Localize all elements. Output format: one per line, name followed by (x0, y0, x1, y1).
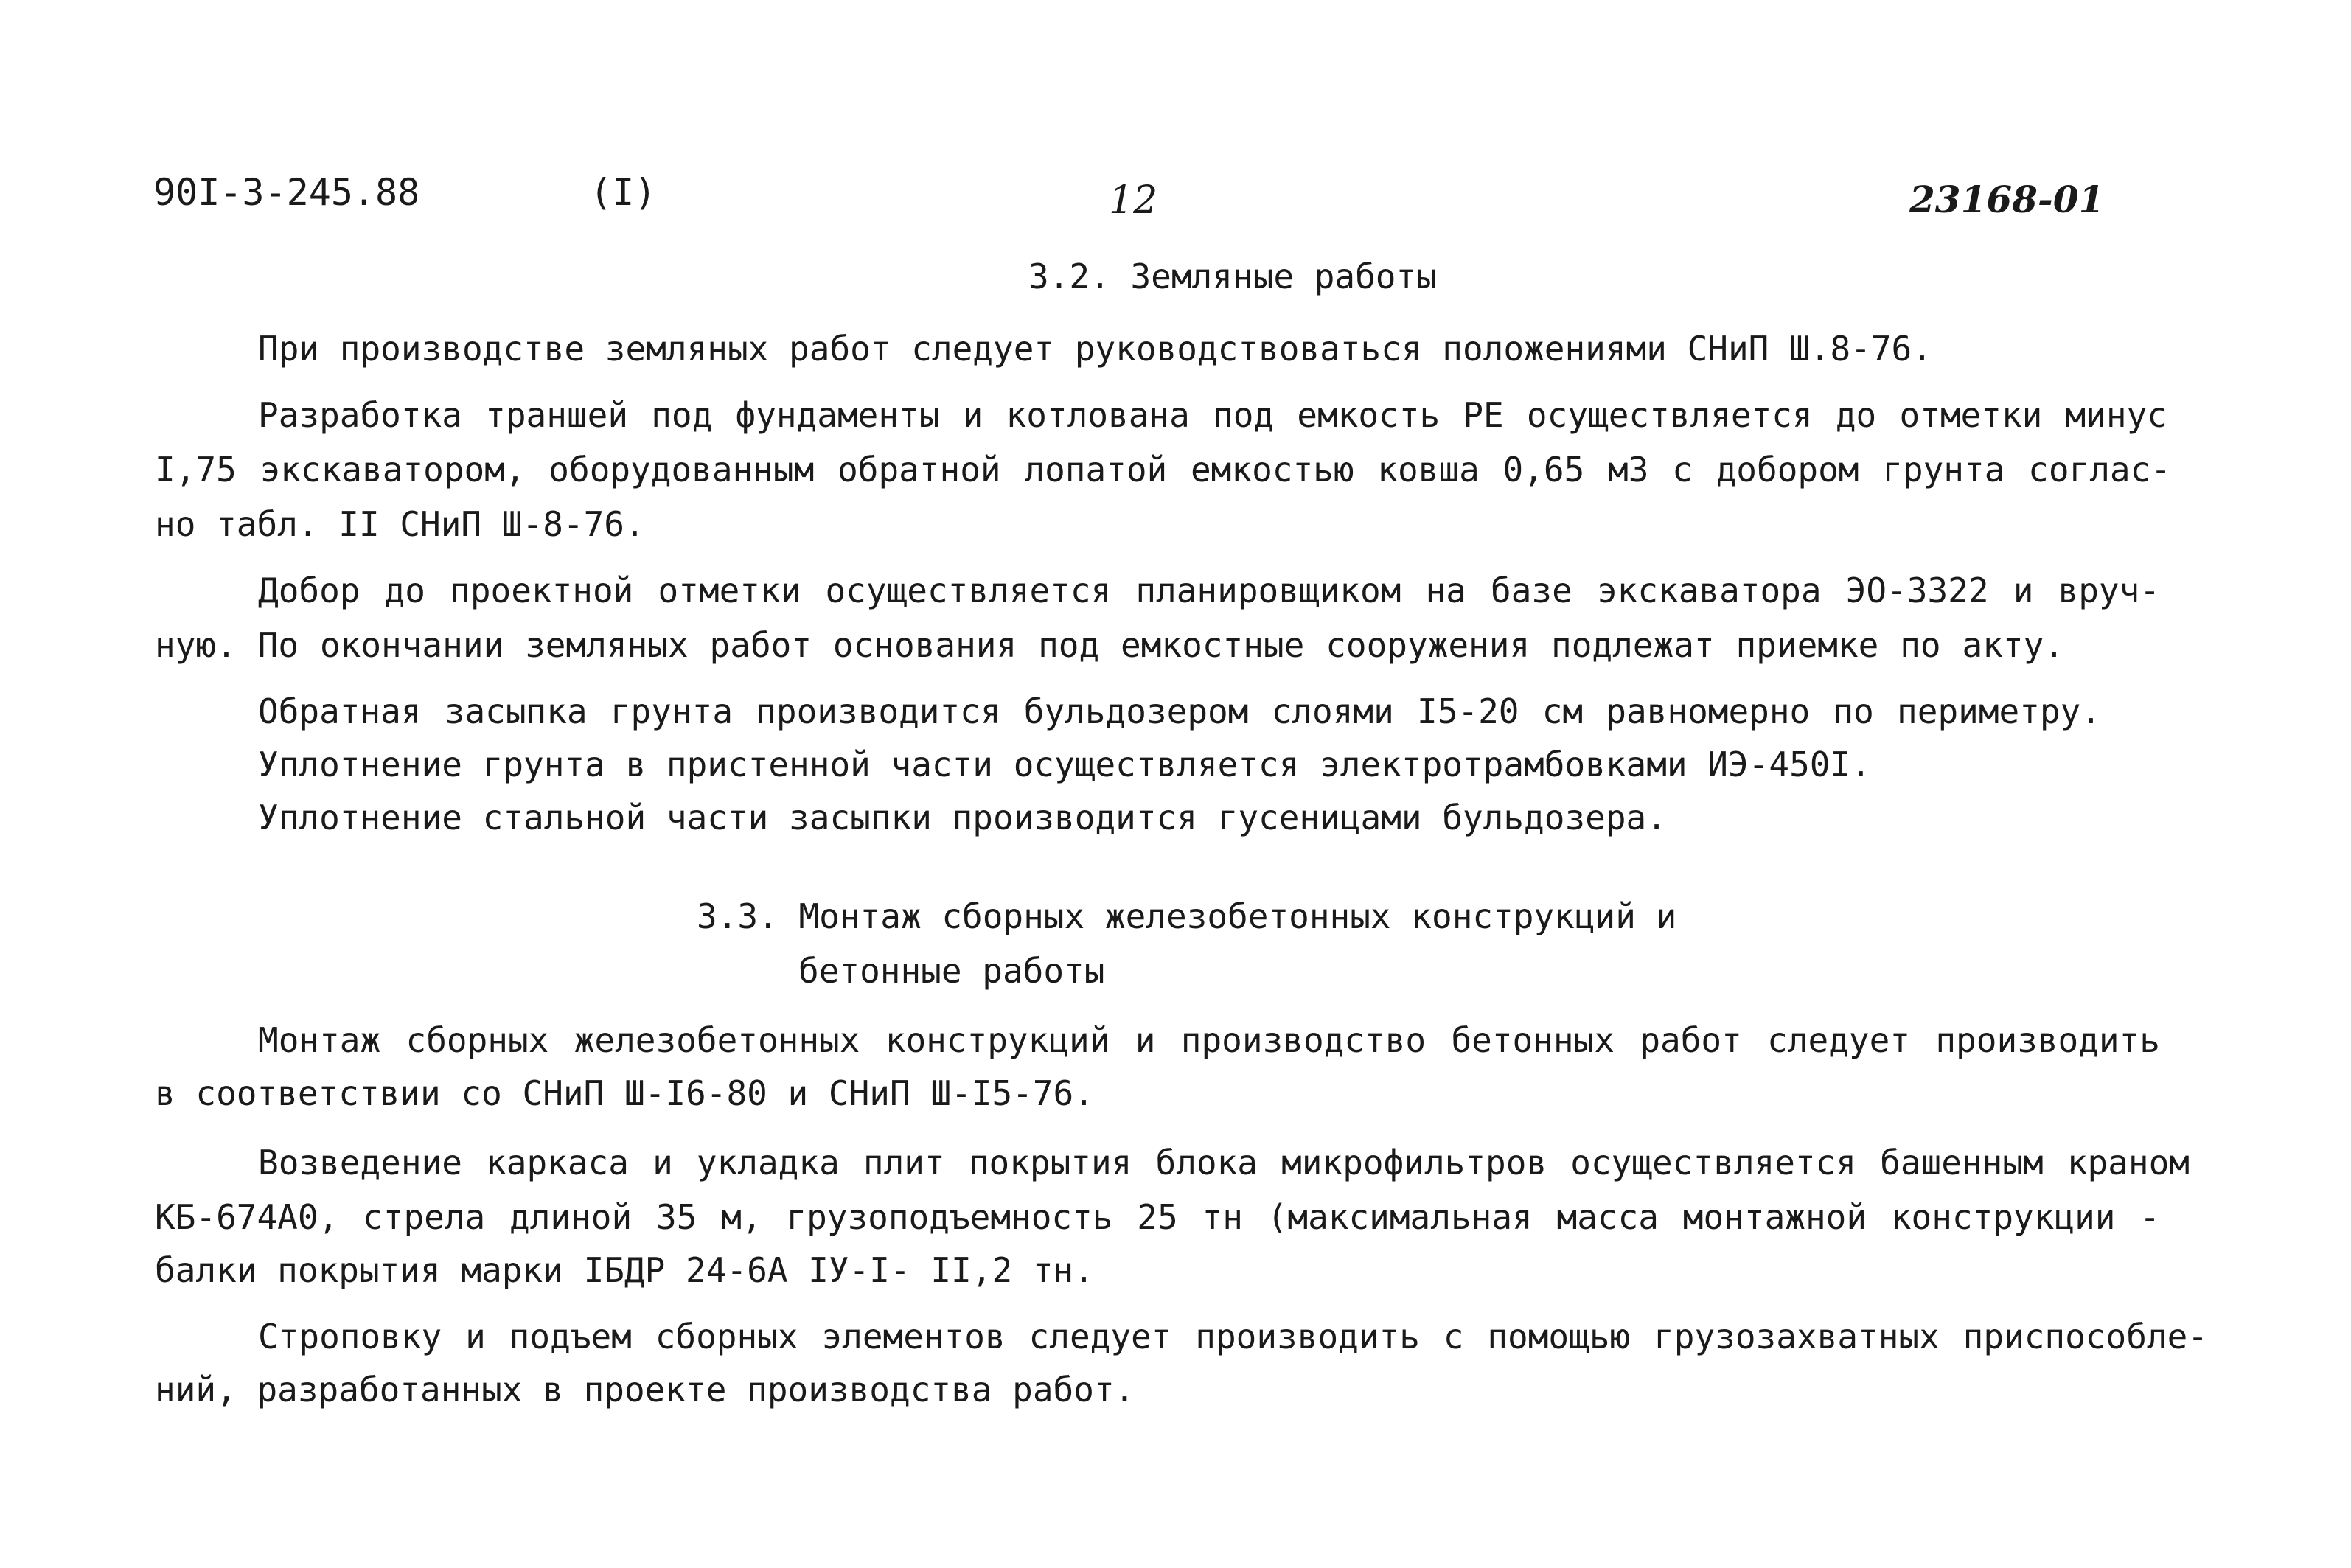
text-line: Возведение каркаса и укладка плит покрытия блока микрофильтров осуществляется башенным краном (258, 1143, 2190, 1182)
section-3-2-heading: 3.2. Земляные работы (1028, 257, 1437, 296)
page-number: 12 (1109, 178, 1158, 223)
section-3-3-heading: 3.3. Монтаж сборных железобетонных конструкций и (697, 896, 1677, 936)
text-line: ную. По окончании земляных работ основания под емкостные сооружения подлежат приемке по акту. (155, 625, 2064, 665)
text-line: При производстве земляных работ следует руководствоваться положениями СНиП Ш.8-76. (258, 329, 1932, 369)
text-line: Добор до проектной отметки осуществляется планировщиком на базе экскаватора ЭО-3322 и вруч- (258, 571, 2160, 610)
text-line: балки покрытия марки IБДР 24-6А IУ-I- II,2 тн. (155, 1250, 1094, 1290)
archive-number: 23168-01 (1909, 178, 2105, 221)
text-line: Строповку и подъем сборных элементов следует производить с помощью грузозахватных приспособле- (258, 1317, 2208, 1356)
text-line: Уплотнение грунта в пристенной части осуществляется электротрамбовками ИЭ-450I. (258, 745, 1871, 784)
text-line: Обратная засыпка грунта производится бульдозером слоями I5-20 см равномерно по периметру. (258, 691, 2101, 731)
text-line: но табл. II СНиП Ш-8-76. (155, 504, 645, 544)
document-code: 90I-3-245.88 (153, 171, 420, 214)
section-3-3-heading-continuation: бетонные работы (798, 951, 1105, 991)
text-line: в соответствии со СНиП Ш-I6-80 и СНиП Ш-I5-76. (155, 1073, 1094, 1113)
text-line: ний, разработанных в проекте производства работ. (155, 1370, 1135, 1410)
text-line: Уплотнение стальной части засыпки производится гусеницами бульдозера. (258, 798, 1667, 837)
text-line: Монтаж сборных железобетонных конструкций и производство бетонных работ следует производить (258, 1020, 2160, 1060)
sheet-issue: (I) (590, 171, 657, 214)
text-line: КБ-674А0, стрела длиной 35 м, грузоподъемность 25 тн (максимальная масса монтажной конструкции - (155, 1197, 2160, 1237)
text-line: Разработка траншей под фундаменты и котлована под емкость РЕ осуществляется до отметки минус (258, 395, 2167, 435)
text-line: I,75 экскаватором, оборудованным обратной лопатой емкостью ковша 0,65 м3 с добором грунта соглас- (155, 450, 2171, 489)
